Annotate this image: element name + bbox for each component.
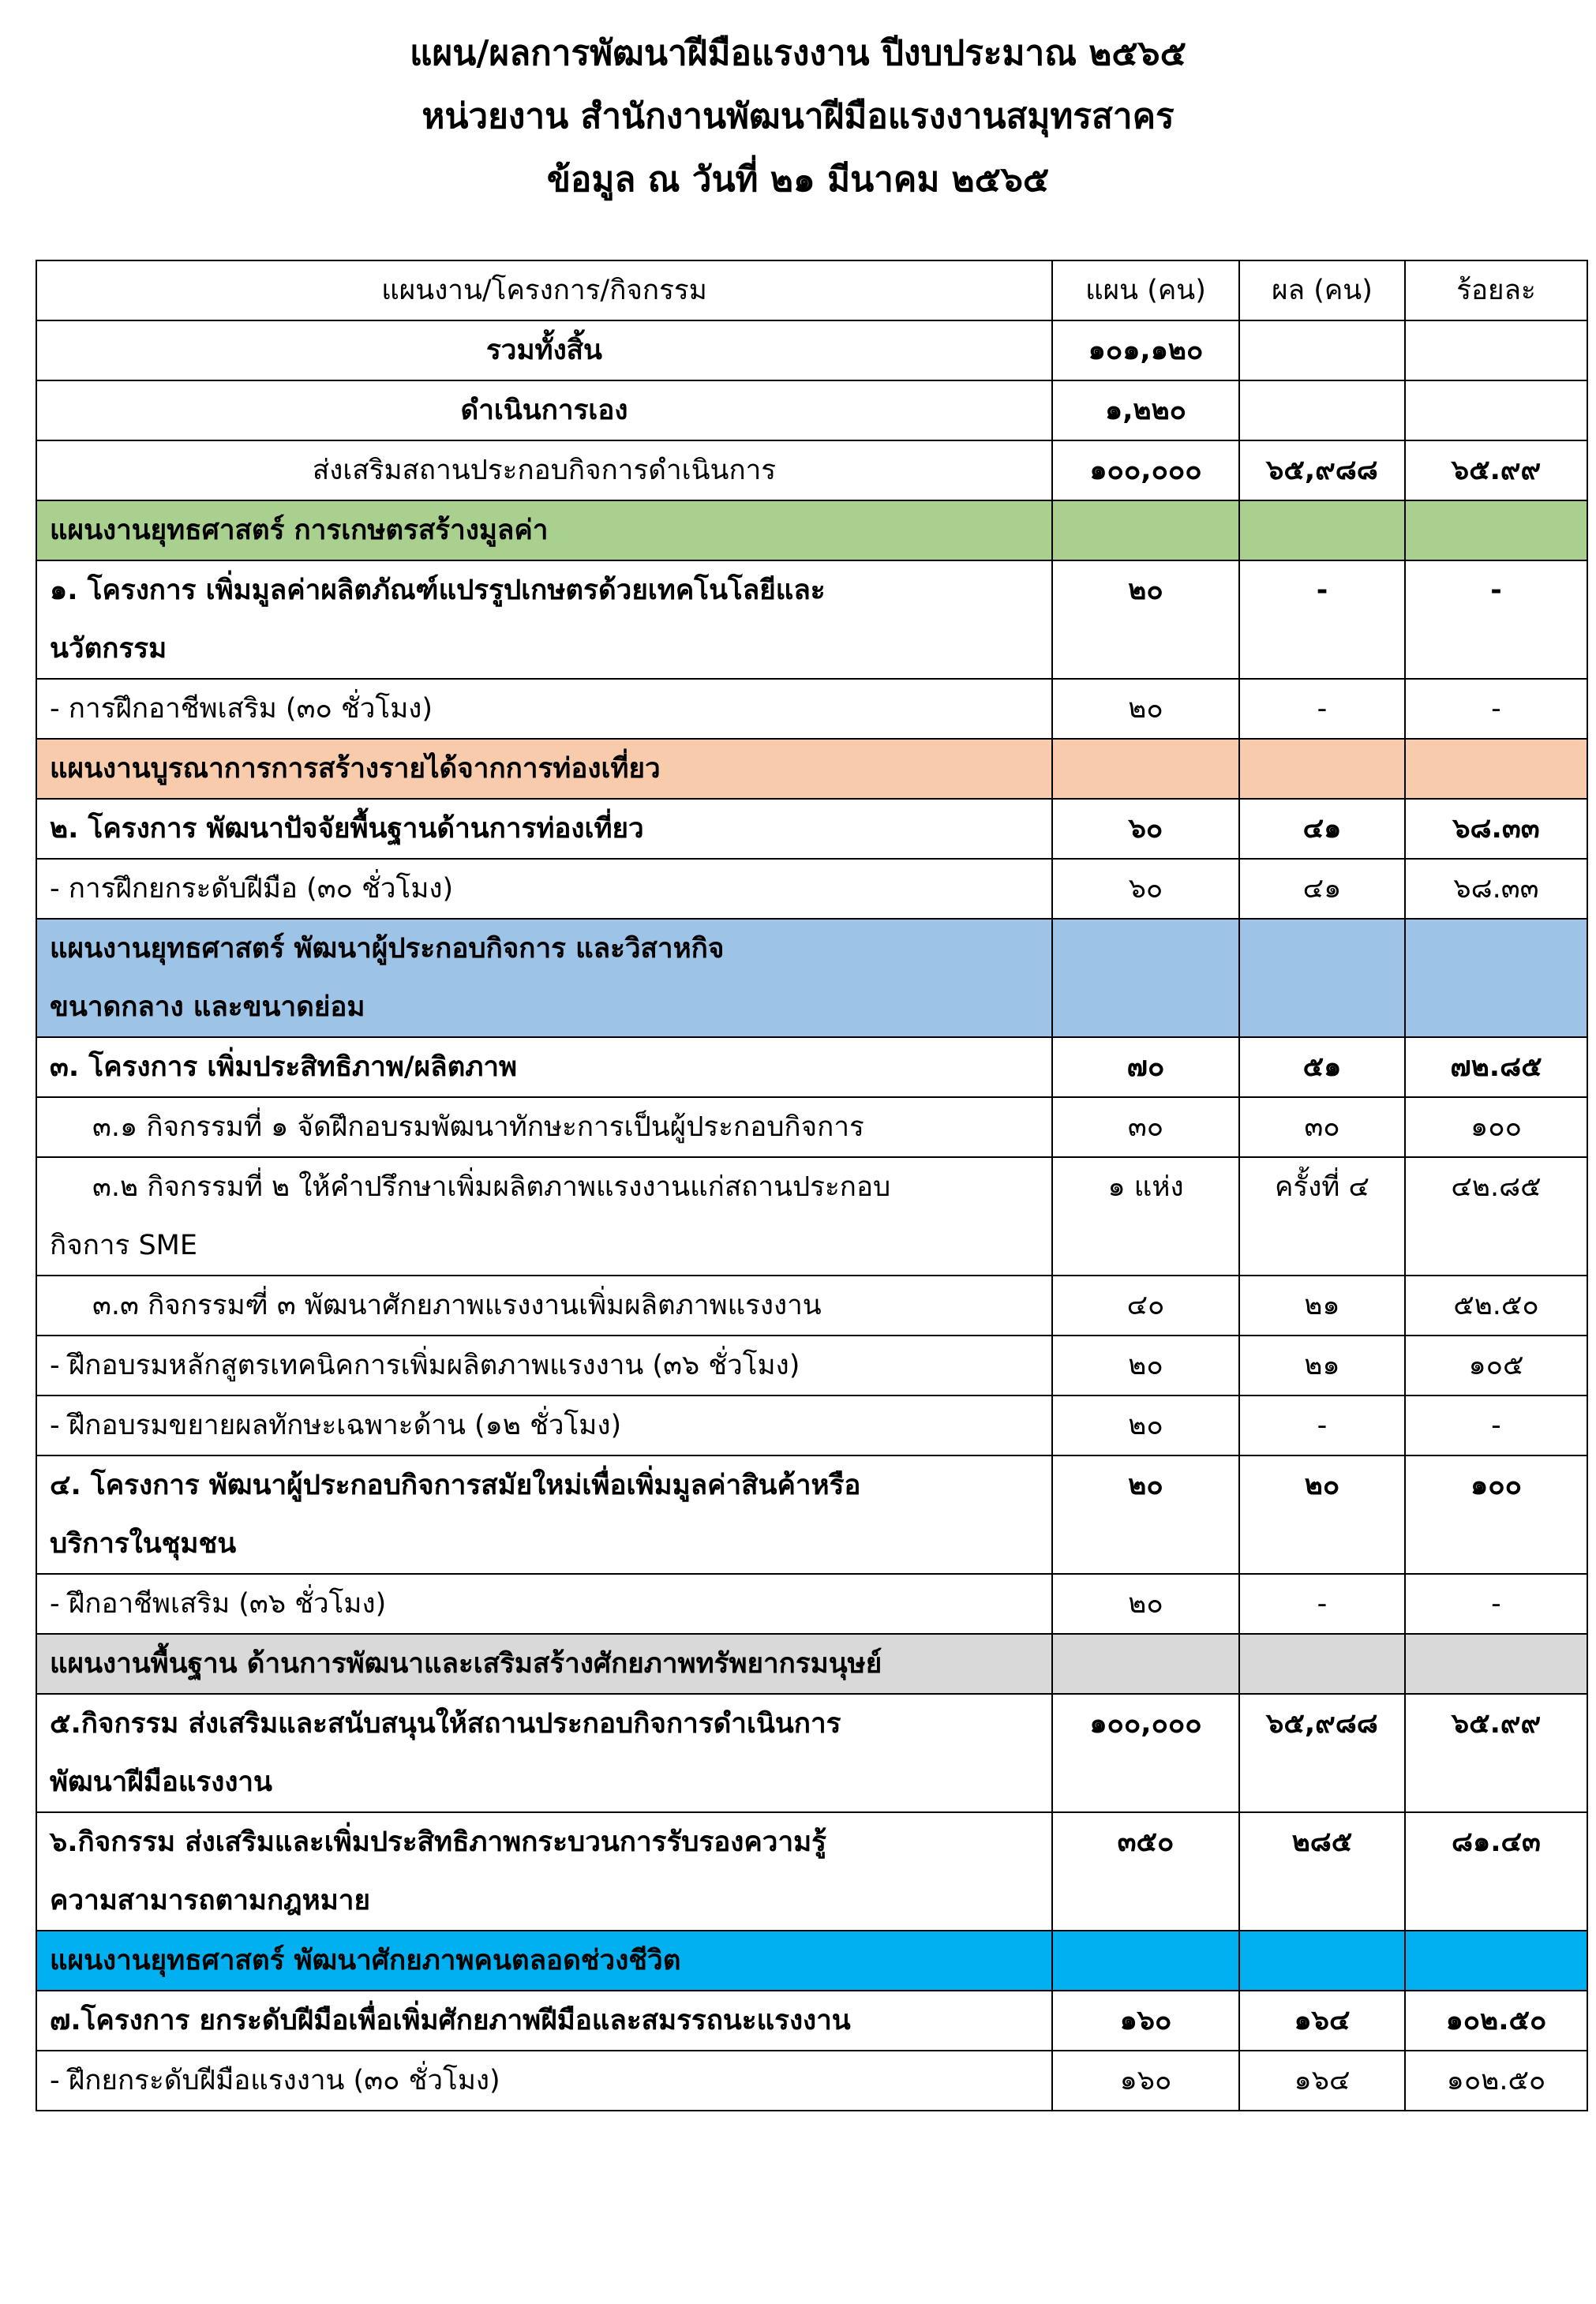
row-label-line2: ความสามารถตามกฎหมาย [50,1885,370,1916]
summary-promote-row [36,440,1587,500]
activity-row-3-3b [36,1396,1587,1455]
row-label-line1: ๓.๒ กิจกรรมที่ ๒ ให้คำปรึกษาเพิ่มผลิตภาพแรงงานแก่สถานประกอบ [92,1171,891,1203]
project-row-2 [36,799,1587,859]
project-row-4 [36,1455,1587,1574]
header-result: ผล (คน) [1239,260,1405,320]
row-result: ๑๖๔ [1239,2051,1405,2111]
row-label: - ฝึกอบรมขยายผลทักษะเฉพาะด้าน (๑๒ ชั่วโมง) [36,1396,1052,1455]
row-label: ส่งเสริมสถานประกอบกิจการดำเนินการ [36,440,1052,500]
activity-row-3-2 [36,1157,1587,1276]
row-percent: ๕๒.๕๐ [1405,1276,1587,1336]
section-row-sme [36,919,1587,1037]
row-label [36,1694,1052,1812]
section-title [36,919,1052,1037]
row-label: ดำเนินการเอง [36,380,1052,440]
row-plan: ๒๐ [1052,1455,1239,1574]
row-label: ๒. โครงการ พัฒนาปัจจัยพื้นฐานด้านการท่องเที่ยว [36,799,1052,859]
row-result: - [1239,679,1405,739]
row-percent [1405,320,1587,380]
row-plan: ๒๐ [1052,560,1239,679]
row-plan: ๔๐ [1052,1276,1239,1336]
row-plan: ๑ แห่ง [1052,1157,1239,1276]
plan-result-table [36,260,1588,2111]
row-label-line2: บริการในชุมชน [50,1528,237,1560]
section-row-lifelong [36,1931,1587,1991]
activity-row-3-1 [36,1097,1587,1157]
section-title: แผนงานบูรณาการการสร้างรายได้จากการท่องเที่ยว [36,739,1052,799]
row-plan: ๑๐๐,๐๐๐ [1052,440,1239,500]
activity-row-2a [36,859,1587,919]
row-label-line1: ๖.กิจกรรม ส่งเสริมและเพิ่มประสิทธิภาพกระบวนการรับรองความรู้ [50,1826,826,1858]
row-plan: ๖๐ [1052,859,1239,919]
row-label: ๓.๑ กิจกรรมที่ ๑ จัดฝึกอบรมพัฒนาทักษะการเป็นผู้ประกอบกิจการ [36,1097,1052,1157]
row-label-line2: กิจการ SME [50,1230,197,1261]
row-result: ๒๑ [1239,1336,1405,1396]
row-percent: ๗๒.๘๕ [1405,1037,1587,1097]
row-label [36,1812,1052,1931]
row-percent: ๑๐๐ [1405,1097,1587,1157]
row-label [36,1455,1052,1574]
header-title: แผน/ผลการพัฒนาฝีมือแรงงาน ปีงบประมาณ ๒๕๖๕ [410,33,1186,73]
row-percent: ๖๘.๓๓ [1405,799,1587,859]
header-plan: แผน (คน) [1052,260,1239,320]
row-plan: ๒๐ [1052,1336,1239,1396]
row-result [1239,380,1405,440]
row-label: - ฝึกอบรมหลักสูตรเทคนิคการเพิ่มผลิตภาพแรงงาน (๓๖ ชั่วโมง) [36,1336,1052,1396]
section-title: แผนงานยุทธศาสตร์ พัฒนาศักยภาพคนตลอดช่วงชีวิต [36,1931,1052,1991]
row-plan: ๑๖๐ [1052,1991,1239,2051]
summary-total-row [36,320,1587,380]
row-label [36,560,1052,679]
row-result: ๔๑ [1239,859,1405,919]
document-header [0,22,1596,212]
row-label: ๗.โครงการ ยกระดับฝีมือเพื่อเพิ่มศักยภาพฝีมือและสมรรถนะแรงงาน [36,1991,1052,2051]
section-title-line2: ขนาดกลาง และขนาดย่อม [50,991,365,1023]
row-result: ๒๑ [1239,1276,1405,1336]
row-plan: ๑,๒๒๐ [1052,380,1239,440]
row-plan: ๑๐๑,๑๒๐ [1052,320,1239,380]
row-percent: ๑๐๕ [1405,1336,1587,1396]
row-label [36,1157,1052,1276]
project-row-5 [36,1694,1587,1812]
activity-row-7a [36,2051,1587,2111]
row-label-line1: ๕.กิจกรรม ส่งเสริมและสนับสนุนให้สถานประกอบกิจการดำเนินการ [50,1708,841,1740]
row-plan: ๖๐ [1052,799,1239,859]
activity-row-1a [36,679,1587,739]
row-label-line2: พัฒนาฝีมือแรงงาน [50,1766,272,1798]
row-label: ๓. โครงการ เพิ่มประสิทธิภาพ/ผลิตภาพ [36,1037,1052,1097]
row-result: ๔๑ [1239,799,1405,859]
row-plan: ๑๖๐ [1052,2051,1239,2111]
row-plan: ๗๐ [1052,1037,1239,1097]
row-result [1239,320,1405,380]
row-percent: ๑๐๒.๕๐ [1405,2051,1587,2111]
row-plan: ๒๐ [1052,1396,1239,1455]
activity-row-4a [36,1574,1587,1634]
row-label-line1: ๔. โครงการ พัฒนาผู้ประกอบกิจการสมัยใหม่เพื่อเพิ่มมูลค่าสินค้าหรือ [50,1470,861,1501]
row-plan: ๑๐๐,๐๐๐ [1052,1694,1239,1812]
row-label: ๓.๓ กิจกรรมฑี่ ๓ พัฒนาศักยภาพแรงงานเพิ่มผลิตภาพแรงงาน [36,1276,1052,1336]
row-result: ๒๘๕ [1239,1812,1405,1931]
row-result: ครั้งที่ ๔ [1239,1157,1405,1276]
project-row-6 [36,1812,1587,1931]
row-percent: ๖๘.๓๓ [1405,859,1587,919]
row-label: - การฝึกยกระดับฝีมือ (๓๐ ชั่วโมง) [36,859,1052,919]
row-label: - ฝึกอาชีพเสริม (๓๖ ชั่วโมง) [36,1574,1052,1634]
row-percent: - [1405,1574,1587,1634]
row-percent: ๑๐๐ [1405,1455,1587,1574]
row-percent: ๖๕.๙๙ [1405,1694,1587,1812]
row-label: - ฝึกยกระดับฝีมือแรงงาน (๓๐ ชั่วโมง) [36,2051,1052,2111]
row-result: ๕๑ [1239,1037,1405,1097]
row-label-line2: นวัตกรรม [50,633,167,665]
row-label: - การฝึกอาชีพเสริม (๓๐ ชั่วโมง) [36,679,1052,739]
header-agency: หน่วยงาน สำนักงานพัฒนาฝีมือแรงงานสมุทรสาคร [421,96,1175,137]
section-title: แผนงานพื้นฐาน ด้านการพัฒนาและเสริมสร้างศักยภาพทรัพยากรมนุษย์ [36,1634,1052,1694]
activity-row-3-3 [36,1276,1587,1336]
section-title: แผนงานยุทธศาสตร์ การเกษตรสร้างมูลค่า [36,500,1052,560]
section-row-agri [36,500,1587,560]
row-result: - [1239,560,1405,679]
row-plan: ๓๕๐ [1052,1812,1239,1931]
table-header-row [36,260,1587,320]
row-result: ๒๐ [1239,1455,1405,1574]
summary-self-row [36,380,1587,440]
row-result: ๑๖๔ [1239,1991,1405,2051]
row-percent [1405,380,1587,440]
row-percent: - [1405,560,1587,679]
row-result: ๓๐ [1239,1097,1405,1157]
row-label: รวมทั้งสิ้น [36,320,1052,380]
row-result: ๖๕,๙๘๘ [1239,440,1405,500]
section-row-tourism [36,739,1587,799]
section-row-hr [36,1634,1587,1694]
project-row-7 [36,1991,1587,2051]
row-plan: ๒๐ [1052,679,1239,739]
row-percent: ๔๒.๘๕ [1405,1157,1587,1276]
row-plan: ๓๐ [1052,1097,1239,1157]
row-percent: - [1405,1396,1587,1455]
project-row-1 [36,560,1587,679]
row-result: - [1239,1396,1405,1455]
header-date: ข้อมูล ณ วันที่ ๒๑ มีนาคม ๒๕๖๕ [546,159,1050,200]
row-result: ๖๕,๙๘๘ [1239,1694,1405,1812]
row-percent: ๖๕.๙๙ [1405,440,1587,500]
row-percent: ๑๐๒.๕๐ [1405,1991,1587,2051]
activity-row-3-3a [36,1336,1587,1396]
row-percent: ๘๑.๔๓ [1405,1812,1587,1931]
header-activity: แผนงาน/โครงการ/กิจกรรม [36,260,1052,320]
row-plan: ๒๐ [1052,1574,1239,1634]
header-percent: ร้อยละ [1405,260,1587,320]
row-result: - [1239,1574,1405,1634]
project-row-3 [36,1037,1587,1097]
section-title-line1: แผนงานยุทธศาสตร์ พัฒนาผู้ประกอบกิจการ และวิสาหกิจ [50,933,725,965]
row-percent: - [1405,679,1587,739]
row-label-line1: ๑. โครงการ เพิ่มมูลค่าผลิตภัณฑ์แปรรูปเกษตรด้วยเทคโนโลยีและ [50,575,826,606]
